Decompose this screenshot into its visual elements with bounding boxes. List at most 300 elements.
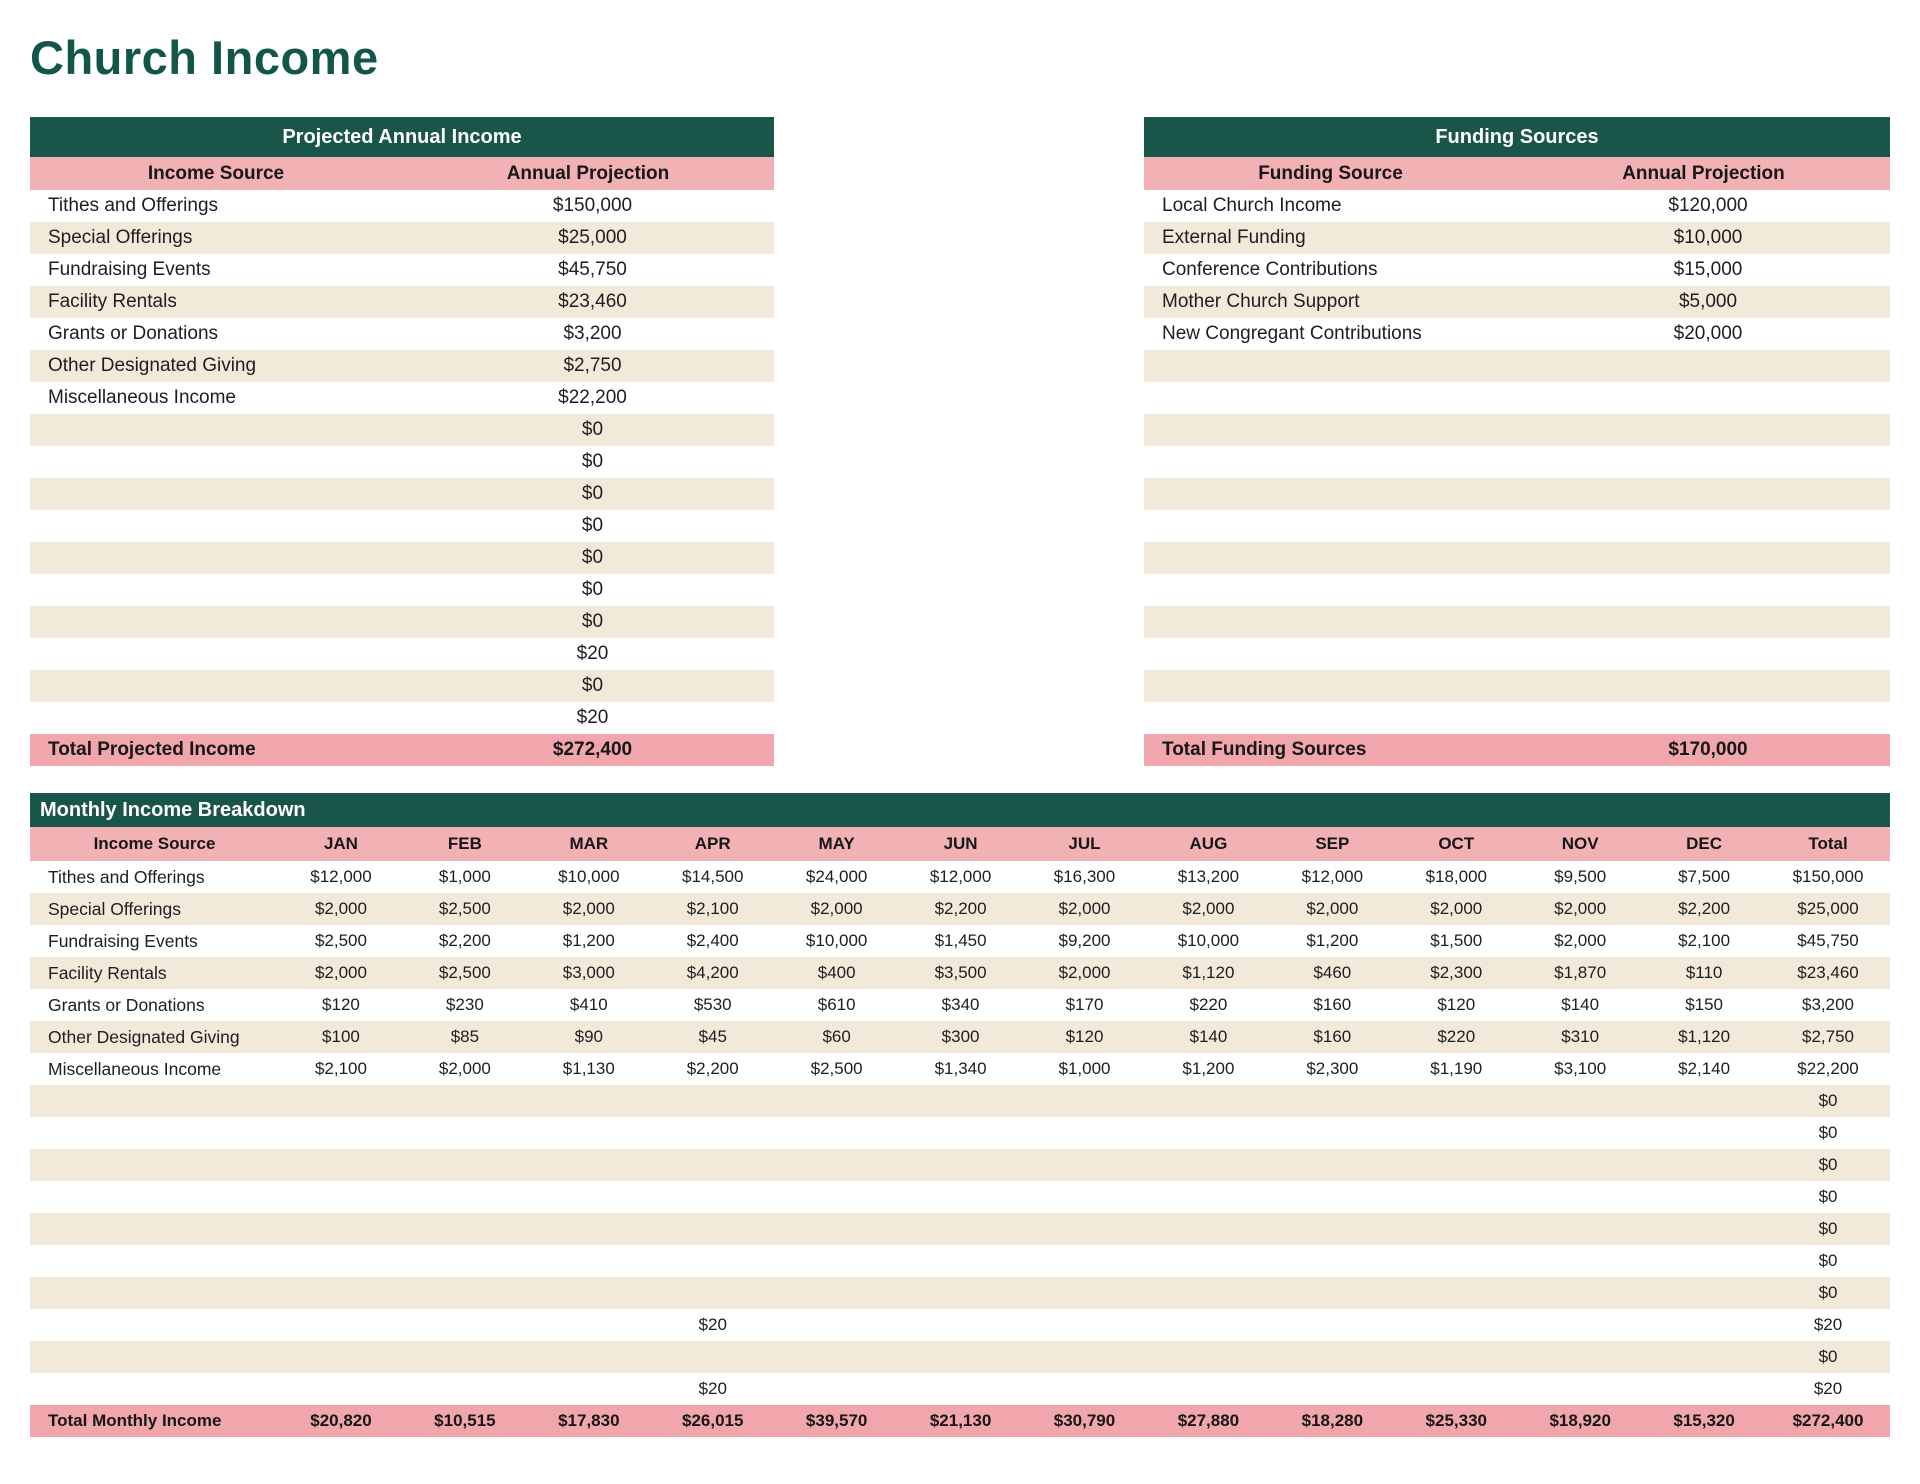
row-label-cell	[30, 1245, 279, 1277]
row-value-cell: $2,140	[1678, 1059, 1731, 1078]
column-header: DEC	[1686, 834, 1723, 853]
row-value-cell	[1642, 1341, 1766, 1373]
row-value-cell	[899, 1181, 1023, 1213]
table-row	[30, 222, 774, 254]
row-value-cell: $2,200	[1678, 899, 1731, 918]
row-value-cell: $4,200	[686, 963, 739, 982]
row-value-cell: $410	[569, 995, 608, 1014]
table-row	[30, 957, 1890, 989]
row-value-cell: $610	[817, 995, 856, 1014]
row-value-cell: $0	[1818, 1251, 1838, 1270]
row-value-cell	[651, 1085, 775, 1117]
column-header: AUG	[1189, 834, 1228, 853]
column-header: FEB	[447, 834, 482, 853]
row-value-cell: $2,500	[314, 931, 367, 950]
row-value-cell	[527, 1277, 651, 1309]
row-value-cell	[527, 1149, 651, 1181]
table-row	[30, 574, 774, 606]
table-row	[1144, 286, 1890, 318]
column-header: MAR	[569, 834, 609, 853]
table-row	[30, 893, 1890, 925]
row-value-cell: $20	[576, 707, 609, 728]
row-value-cell: $2,200	[934, 899, 987, 918]
total-value-cell: $272,400	[552, 739, 633, 760]
row-value-cell: $1,200	[562, 931, 615, 950]
row-value-cell: $1,200	[1182, 1059, 1235, 1078]
row-label-cell	[30, 1341, 279, 1373]
row-label-cell	[1144, 446, 1526, 478]
row-value-cell: $1,120	[1182, 963, 1235, 982]
row-value-cell: $20,000	[1673, 323, 1743, 344]
row-value-cell	[527, 1213, 651, 1245]
row-value-cell	[527, 1341, 651, 1373]
row-value-cell	[1526, 638, 1890, 670]
row-label-cell	[30, 702, 411, 734]
row-value-cell: $5,000	[1678, 291, 1738, 312]
table-column-headers	[1144, 157, 1890, 190]
row-value-cell	[1394, 1341, 1518, 1373]
row-value-cell	[527, 1181, 651, 1213]
table-row	[1144, 190, 1890, 222]
total-row	[30, 734, 774, 766]
row-value-cell: $3,500	[934, 963, 987, 982]
row-value-cell	[775, 1149, 899, 1181]
total-row	[1144, 734, 1890, 766]
row-label-cell	[30, 1149, 279, 1181]
row-value-cell	[1642, 1245, 1766, 1277]
row-value-cell	[899, 1373, 1023, 1405]
row-value-cell: $90	[574, 1027, 603, 1046]
row-value-cell: $2,500	[438, 899, 491, 918]
row-value-cell	[1518, 1309, 1642, 1341]
row-value-cell	[1146, 1213, 1270, 1245]
page-title: Church Income	[30, 31, 379, 84]
row-value-cell	[279, 1309, 403, 1341]
total-label-cell: Total Funding Sources	[1162, 739, 1367, 760]
row-value-cell: $10,000	[805, 931, 868, 950]
row-value-cell: $16,300	[1053, 867, 1116, 886]
row-value-cell: $2,000	[1554, 899, 1607, 918]
table-row	[30, 1245, 1890, 1277]
row-label-cell	[30, 414, 411, 446]
row-value-cell: $12,000	[310, 867, 372, 886]
projected-annual-income-table	[30, 117, 774, 766]
row-value-cell: $2,000	[1058, 963, 1111, 982]
row-value-cell: $1,130	[562, 1059, 615, 1078]
row-value-cell	[403, 1245, 527, 1277]
row-value-cell	[1526, 702, 1890, 734]
column-header-annual-projection: Annual Projection	[1622, 162, 1785, 184]
row-value-cell	[775, 1085, 899, 1117]
row-value-cell	[403, 1085, 527, 1117]
row-value-cell: $530	[693, 995, 732, 1014]
row-value-cell: $2,200	[438, 931, 491, 950]
row-value-cell	[1518, 1341, 1642, 1373]
row-label-cell: Fundraising Events	[48, 930, 198, 951]
table-row	[30, 861, 1890, 893]
column-header: MAY	[818, 834, 855, 853]
table-row	[30, 1053, 1890, 1085]
row-value-cell: $0	[581, 483, 604, 504]
row-label-cell	[30, 638, 411, 670]
row-value-cell	[403, 1341, 527, 1373]
row-label-cell	[1144, 414, 1526, 446]
row-label-cell: Other Designated Giving	[48, 1026, 240, 1047]
row-value-cell: $10,000	[558, 867, 620, 886]
funding-sources-table	[1144, 117, 1890, 766]
row-label-cell: Local Church Income	[1162, 195, 1342, 216]
row-value-cell	[1642, 1181, 1766, 1213]
row-value-cell: $3,200	[1802, 995, 1855, 1014]
total-value-cell: $27,880	[1177, 1411, 1240, 1430]
row-value-cell	[1023, 1117, 1147, 1149]
row-value-cell	[1526, 542, 1890, 574]
table-column-headers	[30, 157, 774, 190]
row-value-cell	[1394, 1181, 1518, 1213]
row-value-cell	[651, 1277, 775, 1309]
table-row	[30, 318, 774, 350]
row-value-cell: $0	[581, 611, 604, 632]
row-value-cell: $2,200	[686, 1059, 739, 1078]
table-row	[30, 350, 774, 382]
row-label-cell	[1144, 702, 1526, 734]
row-value-cell	[1146, 1373, 1270, 1405]
table-row	[1144, 670, 1890, 702]
table-row	[30, 702, 774, 734]
row-value-cell	[899, 1213, 1023, 1245]
row-value-cell	[1146, 1309, 1270, 1341]
table-title: Projected Annual Income	[30, 117, 774, 157]
table-row	[30, 1373, 1890, 1405]
row-value-cell	[527, 1085, 651, 1117]
row-value-cell	[899, 1085, 1023, 1117]
row-value-cell	[1023, 1341, 1147, 1373]
total-value-cell: $20,820	[310, 1411, 372, 1430]
row-value-cell: $0	[581, 547, 604, 568]
row-value-cell: $120,000	[1668, 195, 1748, 216]
row-label-cell: New Congregant Contributions	[1162, 323, 1422, 344]
row-value-cell	[1642, 1309, 1766, 1341]
row-label-cell: Miscellaneous Income	[48, 387, 236, 408]
row-value-cell	[1270, 1085, 1394, 1117]
row-value-cell	[1518, 1277, 1642, 1309]
table-row	[1144, 638, 1890, 670]
table-row	[1144, 350, 1890, 382]
row-value-cell	[899, 1341, 1023, 1373]
row-value-cell: $14,500	[682, 867, 744, 886]
column-header: JUL	[1068, 834, 1101, 853]
row-value-cell: $60	[822, 1027, 851, 1046]
table-row	[30, 1117, 1890, 1149]
row-label-cell: Grants or Donations	[48, 994, 205, 1015]
column-header-funding-source: Funding Source	[1258, 162, 1403, 184]
row-label-cell: Conference Contributions	[1162, 259, 1378, 280]
table-row	[30, 1277, 1890, 1309]
row-value-cell: $0	[1818, 1091, 1838, 1110]
row-value-cell	[775, 1213, 899, 1245]
row-value-cell: $12,000	[1301, 867, 1364, 886]
table-body	[1144, 190, 1890, 734]
table-row	[30, 1341, 1890, 1373]
table-row	[30, 382, 774, 414]
row-value-cell: $2,750	[1802, 1027, 1855, 1046]
row-value-cell: $2,500	[810, 1059, 863, 1078]
row-value-cell: $120	[1065, 1027, 1104, 1046]
row-value-cell: $2,000	[438, 1059, 491, 1078]
row-value-cell	[1518, 1085, 1642, 1117]
row-label-cell	[30, 1117, 279, 1149]
row-label-cell: Mother Church Support	[1162, 291, 1360, 312]
total-label-cell: Total Projected Income	[48, 739, 256, 760]
row-value-cell	[1526, 414, 1890, 446]
row-value-cell: $23,460	[558, 291, 627, 312]
row-value-cell	[1518, 1245, 1642, 1277]
row-value-cell: $3,200	[563, 323, 622, 344]
row-value-cell	[1270, 1373, 1394, 1405]
row-value-cell	[1526, 510, 1890, 542]
row-value-cell: $1,120	[1678, 1027, 1731, 1046]
row-value-cell: $20	[698, 1379, 727, 1398]
row-value-cell: $22,200	[558, 387, 627, 408]
row-value-cell: $2,000	[1430, 899, 1483, 918]
total-value-cell: $30,790	[1053, 1411, 1116, 1430]
row-value-cell	[651, 1245, 775, 1277]
row-value-cell: $2,000	[1306, 899, 1359, 918]
column-header: APR	[694, 834, 731, 853]
row-value-cell	[279, 1245, 403, 1277]
row-value-cell: $2,000	[1554, 931, 1607, 950]
total-value-cell: $18,280	[1301, 1411, 1364, 1430]
row-label-cell	[1144, 350, 1526, 382]
table-row	[1144, 222, 1890, 254]
row-label-cell	[30, 606, 411, 638]
row-value-cell	[403, 1181, 527, 1213]
row-value-cell: $0	[1818, 1283, 1838, 1302]
row-value-cell	[1642, 1117, 1766, 1149]
row-value-cell	[1526, 350, 1890, 382]
total-value-cell: $272,400	[1792, 1411, 1864, 1430]
row-value-cell: $170	[1065, 995, 1104, 1014]
row-value-cell	[1394, 1245, 1518, 1277]
row-label-cell: Special Offerings	[48, 898, 181, 919]
row-value-cell	[1146, 1117, 1270, 1149]
row-value-cell: $20	[1813, 1379, 1843, 1398]
row-value-cell: $0	[1818, 1347, 1838, 1366]
row-value-cell: $20	[1813, 1315, 1843, 1334]
row-value-cell: $0	[1818, 1155, 1838, 1174]
total-value-cell: $10,515	[434, 1411, 496, 1430]
row-value-cell	[1270, 1149, 1394, 1181]
row-value-cell	[1270, 1181, 1394, 1213]
row-value-cell	[403, 1213, 527, 1245]
row-value-cell	[1526, 446, 1890, 478]
row-value-cell	[1526, 670, 1890, 702]
table-row	[1144, 382, 1890, 414]
row-value-cell	[1394, 1149, 1518, 1181]
row-value-cell	[1518, 1149, 1642, 1181]
row-value-cell	[279, 1117, 403, 1149]
row-value-cell	[899, 1309, 1023, 1341]
row-value-cell	[775, 1117, 899, 1149]
row-value-cell: $2,100	[314, 1059, 367, 1078]
table-row	[30, 414, 774, 446]
table-row	[1144, 478, 1890, 510]
row-value-cell: $110	[1685, 963, 1723, 982]
row-value-cell	[775, 1341, 899, 1373]
row-value-cell: $25,000	[1797, 899, 1859, 918]
row-label-cell	[30, 542, 411, 574]
column-header: NOV	[1561, 834, 1599, 853]
row-label-cell	[1144, 510, 1526, 542]
row-value-cell: $2,400	[686, 931, 739, 950]
row-value-cell	[1023, 1181, 1147, 1213]
column-header: JAN	[323, 834, 358, 853]
row-value-cell	[1146, 1341, 1270, 1373]
row-value-cell: $160	[1313, 1027, 1352, 1046]
row-value-cell: $2,100	[686, 899, 739, 918]
row-value-cell: $310	[1561, 1027, 1600, 1046]
row-value-cell	[1394, 1277, 1518, 1309]
table-body	[30, 190, 774, 734]
row-value-cell: $150,000	[1792, 867, 1864, 886]
row-value-cell	[279, 1213, 403, 1245]
row-value-cell: $340	[941, 995, 980, 1014]
row-value-cell: $2,000	[314, 963, 367, 982]
row-label-cell	[30, 1213, 279, 1245]
row-value-cell: $1,190	[1430, 1059, 1483, 1078]
row-value-cell: $1,500	[1430, 931, 1483, 950]
row-value-cell: $9,500	[1554, 867, 1607, 886]
row-value-cell: $2,300	[1430, 963, 1483, 982]
row-label-cell	[30, 1181, 279, 1213]
row-value-cell: $2,000	[1058, 899, 1111, 918]
row-value-cell: $1,000	[1058, 1059, 1111, 1078]
table-row	[1144, 702, 1890, 734]
row-label-cell: Miscellaneous Income	[48, 1058, 222, 1079]
total-value-cell: $21,130	[929, 1411, 992, 1430]
row-value-cell	[1394, 1309, 1518, 1341]
column-header: OCT	[1438, 834, 1475, 853]
row-value-cell: $2,000	[314, 899, 367, 918]
row-value-cell	[775, 1373, 899, 1405]
row-value-cell: $100	[322, 1027, 360, 1046]
column-header-income-source: Income Source	[147, 162, 285, 184]
row-label-cell	[30, 1085, 279, 1117]
row-value-cell: $0	[581, 515, 604, 536]
row-value-cell: $460	[1313, 963, 1352, 982]
table-row	[1144, 606, 1890, 638]
table-row	[1144, 254, 1890, 286]
row-value-cell	[775, 1245, 899, 1277]
total-value-cell: $25,330	[1425, 1411, 1487, 1430]
row-label-cell	[30, 670, 411, 702]
row-label-cell: Facility Rentals	[48, 962, 167, 983]
row-value-cell: $45,750	[1797, 931, 1859, 950]
row-value-cell: $2,500	[438, 963, 491, 982]
row-value-cell: $120	[322, 995, 360, 1014]
table-row	[30, 670, 774, 702]
row-value-cell: $1,450	[934, 931, 987, 950]
row-label-cell: Tithes and Offerings	[48, 866, 205, 887]
row-value-cell	[1394, 1117, 1518, 1149]
table-row	[30, 638, 774, 670]
row-value-cell	[1146, 1277, 1270, 1309]
row-label-cell	[30, 1277, 279, 1309]
row-value-cell	[279, 1341, 403, 1373]
row-value-cell	[1642, 1277, 1766, 1309]
row-value-cell: $140	[1561, 995, 1600, 1014]
table-title: Funding Sources	[1144, 117, 1890, 157]
row-value-cell: $160	[1313, 995, 1352, 1014]
table-row	[30, 190, 774, 222]
row-label-cell	[1144, 606, 1526, 638]
row-label-cell	[30, 1373, 279, 1405]
table-row	[30, 1021, 1890, 1053]
row-value-cell	[403, 1149, 527, 1181]
row-label-cell	[1144, 478, 1526, 510]
row-value-cell	[1023, 1149, 1147, 1181]
row-value-cell	[651, 1341, 775, 1373]
row-value-cell: $220	[1437, 1027, 1476, 1046]
row-value-cell: $12,000	[929, 867, 992, 886]
table-column-headers	[30, 827, 1890, 861]
row-value-cell	[1270, 1277, 1394, 1309]
row-value-cell	[1394, 1085, 1518, 1117]
row-value-cell: $25,000	[558, 227, 627, 248]
row-value-cell: $0	[581, 451, 604, 472]
row-label-cell	[1144, 382, 1526, 414]
row-value-cell: $1,000	[438, 867, 491, 886]
row-value-cell	[1642, 1149, 1766, 1181]
row-value-cell: $0	[1818, 1187, 1838, 1206]
row-value-cell: $2,100	[1678, 931, 1731, 950]
row-value-cell	[1023, 1277, 1147, 1309]
row-value-cell: $15,000	[1673, 259, 1743, 280]
row-label-cell	[30, 574, 411, 606]
row-value-cell: $230	[445, 995, 484, 1014]
table-row	[30, 606, 774, 638]
row-value-cell	[403, 1373, 527, 1405]
row-value-cell	[1023, 1085, 1147, 1117]
row-value-cell	[899, 1117, 1023, 1149]
row-value-cell: $10,000	[1177, 931, 1240, 950]
row-value-cell	[775, 1309, 899, 1341]
row-value-cell	[403, 1117, 527, 1149]
row-value-cell: $22,200	[1797, 1059, 1859, 1078]
row-value-cell: $0	[1818, 1123, 1838, 1142]
top-tables-section	[30, 117, 1890, 766]
row-label-cell: External Funding	[1162, 227, 1306, 248]
row-value-cell	[899, 1245, 1023, 1277]
row-value-cell: $7,500	[1678, 867, 1731, 886]
row-value-cell	[1642, 1213, 1766, 1245]
row-value-cell	[403, 1309, 527, 1341]
table-row	[30, 989, 1890, 1021]
row-value-cell: $150	[1685, 995, 1724, 1014]
row-value-cell	[1146, 1085, 1270, 1117]
row-value-cell	[1518, 1373, 1642, 1405]
row-value-cell	[1518, 1117, 1642, 1149]
row-label-cell	[30, 1309, 279, 1341]
row-value-cell	[1270, 1213, 1394, 1245]
row-label-cell	[1144, 638, 1526, 670]
total-row	[30, 1405, 1890, 1437]
row-value-cell: $3,100	[1554, 1059, 1607, 1078]
total-label-cell: Total Monthly Income	[48, 1411, 222, 1430]
row-value-cell	[403, 1277, 527, 1309]
row-value-cell: $2,750	[563, 355, 622, 376]
row-value-cell	[527, 1245, 651, 1277]
